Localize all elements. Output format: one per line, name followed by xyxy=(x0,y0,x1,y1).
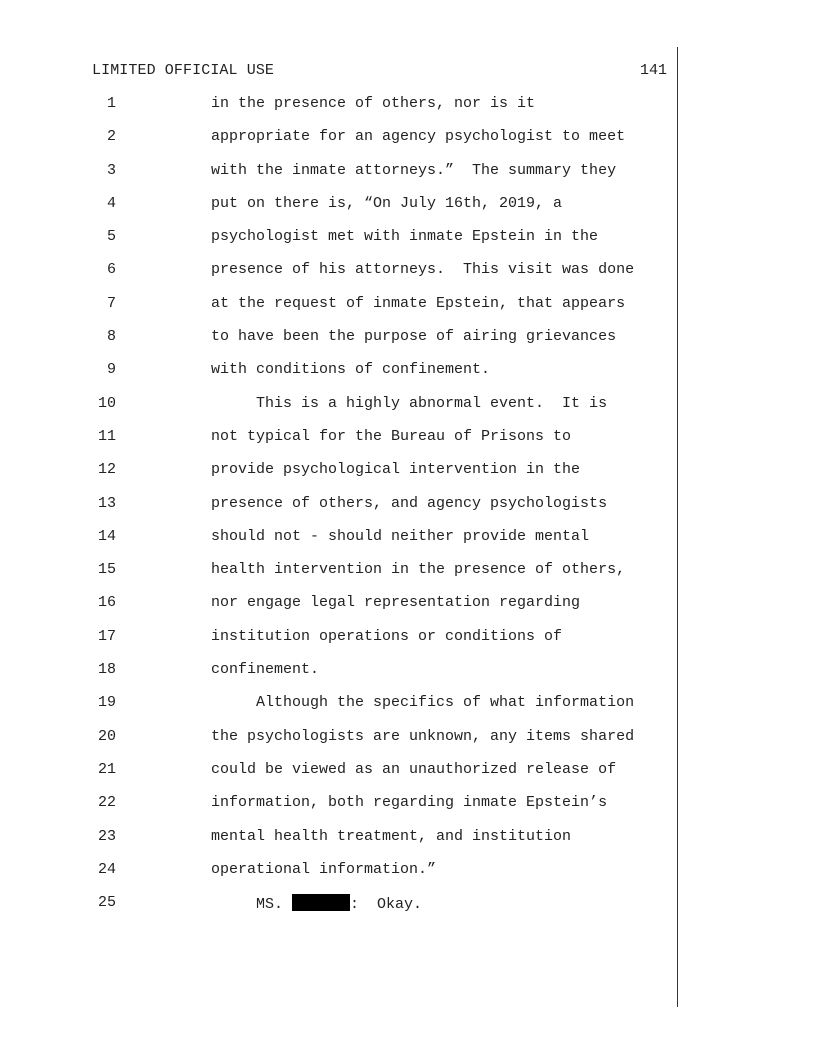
line-text: could be viewed as an unauthorized release of xyxy=(211,760,617,778)
line-text: institution operations or conditions of xyxy=(211,627,563,645)
transcript-line xyxy=(0,526,680,559)
line-number: 8 xyxy=(106,328,116,346)
line-number: 15 xyxy=(97,561,116,579)
line-text: with conditions of confinement. xyxy=(211,361,491,379)
line-text: presence of others, and agency psychologists xyxy=(211,494,608,512)
transcript-line xyxy=(0,559,680,592)
line-text: operational information.” xyxy=(211,860,437,878)
transcript-line xyxy=(0,126,680,159)
transcript-line xyxy=(0,493,680,526)
transcript-line xyxy=(0,459,680,492)
line-text: in the presence of others, nor is it xyxy=(211,95,536,112)
transcript-line xyxy=(0,359,680,392)
line-text: at the request of inmate Epstein, that appears xyxy=(211,294,626,312)
line-text: Although the specifics of what information xyxy=(211,694,635,712)
transcript-line xyxy=(0,326,680,359)
speaker-suffix: : Okay. xyxy=(350,896,423,914)
line-text: presence of his attorneys. This visit was done xyxy=(211,261,635,279)
transcript-line xyxy=(0,259,680,292)
line-text: provide psychological intervention in the xyxy=(211,461,581,479)
line-text: to have been the purpose of airing grievances xyxy=(211,328,617,346)
line-number: 18 xyxy=(97,661,116,679)
line-text: nor engage legal representation regarding xyxy=(211,594,581,612)
transcript-line xyxy=(0,692,680,725)
confidentiality-header: LIMITED OFFICIAL USE xyxy=(92,62,275,79)
line-number: 5 xyxy=(106,228,116,246)
line-text: confinement. xyxy=(211,661,320,679)
line-number: 22 xyxy=(97,794,116,812)
line-number: 1 xyxy=(106,95,116,112)
transcript-line xyxy=(0,93,680,126)
redaction-block xyxy=(292,894,350,911)
line-text: mental health treatment, and institution xyxy=(211,827,572,845)
line-number: 24 xyxy=(97,860,116,878)
line-text: with the inmate attorneys.” The summary they xyxy=(211,161,617,179)
line-number: 16 xyxy=(97,594,116,612)
transcript-line xyxy=(0,393,680,426)
line-number: 21 xyxy=(97,760,116,778)
line-text: psychologist met with inmate Epstein in the xyxy=(211,228,599,246)
transcript-line xyxy=(0,160,680,193)
line-number: 23 xyxy=(97,827,116,845)
transcript-line xyxy=(0,892,680,925)
line-number: 3 xyxy=(106,161,116,179)
line-text: the psychologists are unknown, any items shared xyxy=(211,727,635,745)
line-number: 25 xyxy=(97,894,116,912)
line-number: 17 xyxy=(97,627,116,645)
transcript-line xyxy=(0,726,680,759)
transcript-line xyxy=(0,426,680,459)
transcript-line xyxy=(0,859,680,892)
line-text: This is a highly abnormal event. It is xyxy=(211,394,608,412)
line-number: 19 xyxy=(97,694,116,712)
transcript-line xyxy=(0,226,680,259)
line-text: should not - should neither provide mental xyxy=(211,527,590,545)
line-text: information, both regarding inmate Epstein’s xyxy=(211,794,608,812)
line-number: 7 xyxy=(106,294,116,312)
transcript-lines xyxy=(0,93,680,925)
line-number: 13 xyxy=(97,494,116,512)
line-number: 10 xyxy=(97,394,116,412)
line-number: 20 xyxy=(97,727,116,745)
line-number: 9 xyxy=(106,361,116,379)
line-number: 12 xyxy=(97,461,116,479)
line-text: put on there is, “On July 16th, 2019, a xyxy=(211,194,563,212)
line-number: 11 xyxy=(97,427,116,445)
line-text: health intervention in the presence of others, xyxy=(211,561,626,579)
transcript-line xyxy=(0,193,680,226)
line-text xyxy=(211,894,422,913)
line-text: appropriate for an agency psychologist to meet xyxy=(211,128,626,146)
transcript-line xyxy=(0,293,680,326)
line-text: not typical for the Bureau of Prisons to xyxy=(211,427,572,445)
line-number: 2 xyxy=(106,128,116,146)
transcript-line xyxy=(0,626,680,659)
transcript-line xyxy=(0,592,680,625)
line-number: 14 xyxy=(97,527,116,545)
transcript-line xyxy=(0,792,680,825)
line-number: 6 xyxy=(106,261,116,279)
line-number: 4 xyxy=(106,194,116,212)
page-number: 141 xyxy=(639,62,667,79)
transcript-line xyxy=(0,759,680,792)
speaker-prefix: MS. xyxy=(211,896,293,914)
transcript-line xyxy=(0,826,680,859)
transcript-line xyxy=(0,659,680,692)
